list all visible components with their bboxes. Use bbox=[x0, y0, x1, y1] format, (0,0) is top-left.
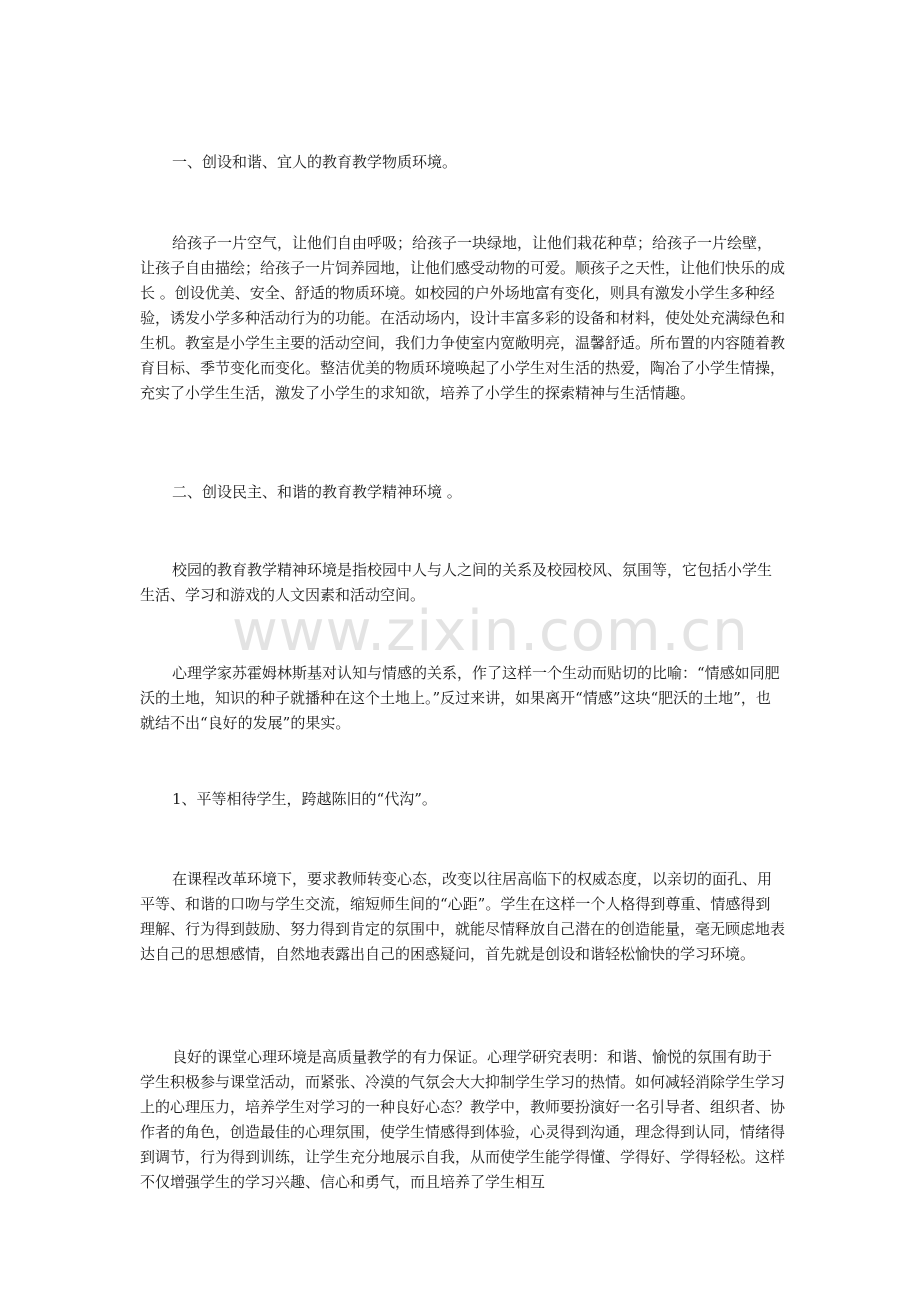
paragraph-5: 良好的课堂心理环境是高质量教学的有力保证。心理学研究表明：和谐、愉悦的氛围有助于学生积极参与课堂活动，而紧张、冷漠的气氛会大大抑制学生学习的热情。如何减轻消除学生学习上的心理压力，培养学生对学习的一种良好心态？教学中，教师要扮演好一名引导者、组织者、协作者的角色，创造最佳的心理氛围，使学生情感得到体验，心灵得到沟通，理念得到认同，情绪得到调节，行为得到训练，让学生充分地展示自我，从而使学生能学得懂、学得好、学得轻松。这样不仅增强学生的学习兴趣、信心和勇气，而且培养了学生相互 bbox=[140, 1048, 786, 1191]
section-heading-1: 一、创设和谐、宜人的教育教学物质环境。 bbox=[172, 153, 458, 171]
paragraph-4: 在课程改革环境下，要求教师转变心态，改变以往居高临下的权威态度，以亲切的面孔、用平等、和谐的口吻与学生交流，缩短师生间的“心距”。学生在这样一个人格得到尊重、情感得到理解、行为得到鼓励、努力得到肯定的氛围中，就能尽情释放自己潜在的创造能量，毫无顾虑地表达自己的思想感情，自然地表露出自己的困惑疑问，首先就是创设和谐轻松愉快的学习环境。 bbox=[140, 870, 786, 963]
paragraph-1: 给孩子一片空气，让他们自由呼吸；给孩子一块绿地，让他们栽花种草；给孩子一片绘壁，让孩子自由描绘；给孩子一片饲养园地，让他们感受动物的可爱。顺孩子之天性，让他们快乐的成长 。创设优美、安全、舒适的物质环境。如校园的户外场地富有变化，则具有激发小学生多种经验，诱发小学多种活动行为的功能。在活动场内，设计丰富多彩的设备和材料，使处处充满绿色和生机。教室是小学生主要的活动空间，我们力争使室内宽敞明亮，温馨舒适。所布置的内容随着教育目标、季节变化而变化。整洁优美的物质环境唤起了小学生对生活的热爱，陶冶了小学生情操，充实了小学生生活，激发了小学生的求知欲，培养了小学生的探索精神与生活情趣。 bbox=[140, 234, 786, 402]
paragraph-3: 心理学家苏霍姆林斯基对认知与情感的关系，作了这样一个生动而贴切的比喻：“情感如同肥沃的土地，知识的种子就播种在这个土地上。”反过来讲，如果离开“情感”这块“肥沃的土地”，也就结不出“良好的发展”的果实。 bbox=[140, 664, 780, 732]
paragraph-2: 校园的教育教学精神环境是指校园中人与人之间的关系及校园校风、氛围等，它包括小学生生活、学习和游戏的人文因素和活动空间。 bbox=[140, 561, 773, 604]
section-heading-2: 二、创设民主、和谐的教育教学精神环境 。 bbox=[172, 483, 462, 501]
watermark: www.zixin.com.cn bbox=[232, 599, 749, 664]
subsection-heading-1: 1、平等相待学生，跨越陈旧的“代沟”。 bbox=[172, 790, 437, 808]
